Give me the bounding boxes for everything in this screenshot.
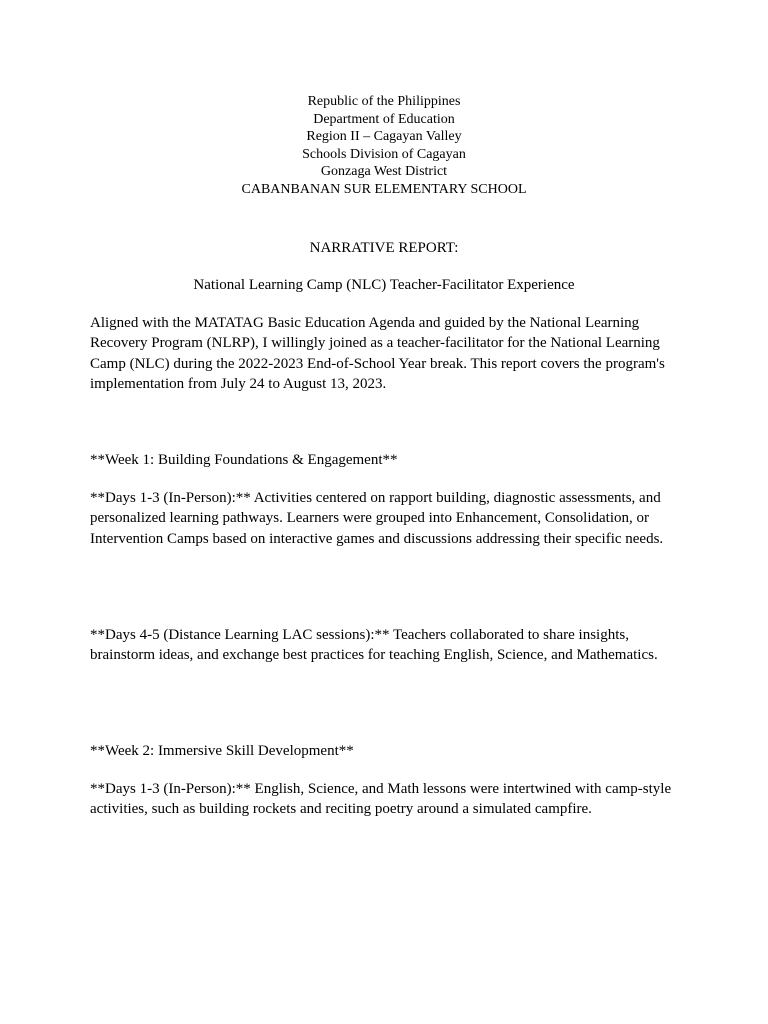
week2-days-1-3-paragraph: **Days 1-3 (In-Person):** English, Science, and Math lessons were intertwined with camp-style activities, such as building rockets and reciting poetry around a simulated campfire. xyxy=(90,781,672,818)
letterhead-department: Department of Education xyxy=(313,111,455,127)
letterhead-country: Republic of the Philippines xyxy=(307,94,461,109)
week2-heading: **Week 2: Immersive Skill Development** xyxy=(90,743,354,759)
intro-paragraph: Aligned with the MATATAG Basic Education Agenda and guided by the National Learning Recovery Program (NLRP), I willingly joined as a teacher-facilitator for the National Learning Camp (NLC) during the 2022-2023 End-of-School Year break. This report covers the program's implementation from July 24 to August 13, 2023. xyxy=(90,315,665,392)
week1-days-1-3-paragraph: **Days 1-3 (In-Person):** Activities centered on rapport building, diagnostic assessments, and personalized learning pathways. Learners were grouped into Enhancement, Consolidation, or Intervention Camps based on interactive games and discussions addressing their specific needs. xyxy=(90,490,664,547)
report-heading: NARRATIVE REPORT: xyxy=(309,240,459,256)
letterhead-region: Region II – Cagayan Valley xyxy=(306,129,462,145)
week1-heading: **Week 1: Building Foundations & Engagement** xyxy=(90,452,398,468)
week1-days-4-5-paragraph: **Days 4-5 (Distance Learning LAC sessions):** Teachers collaborated to share insights, brainstorm ideas, and exchange best practices for teaching English, Science, and Mathematics. xyxy=(90,627,658,664)
letterhead-division: Schools Division of Cagayan xyxy=(302,146,466,162)
letterhead xyxy=(0,93,768,199)
letterhead-district: Gonzaga West District xyxy=(320,164,448,180)
report-subtitle: National Learning Camp (NLC) Teacher-Facilitator Experience xyxy=(193,277,575,293)
letterhead-school: CABANBANAN SUR ELEMENTARY SCHOOL xyxy=(241,181,527,197)
